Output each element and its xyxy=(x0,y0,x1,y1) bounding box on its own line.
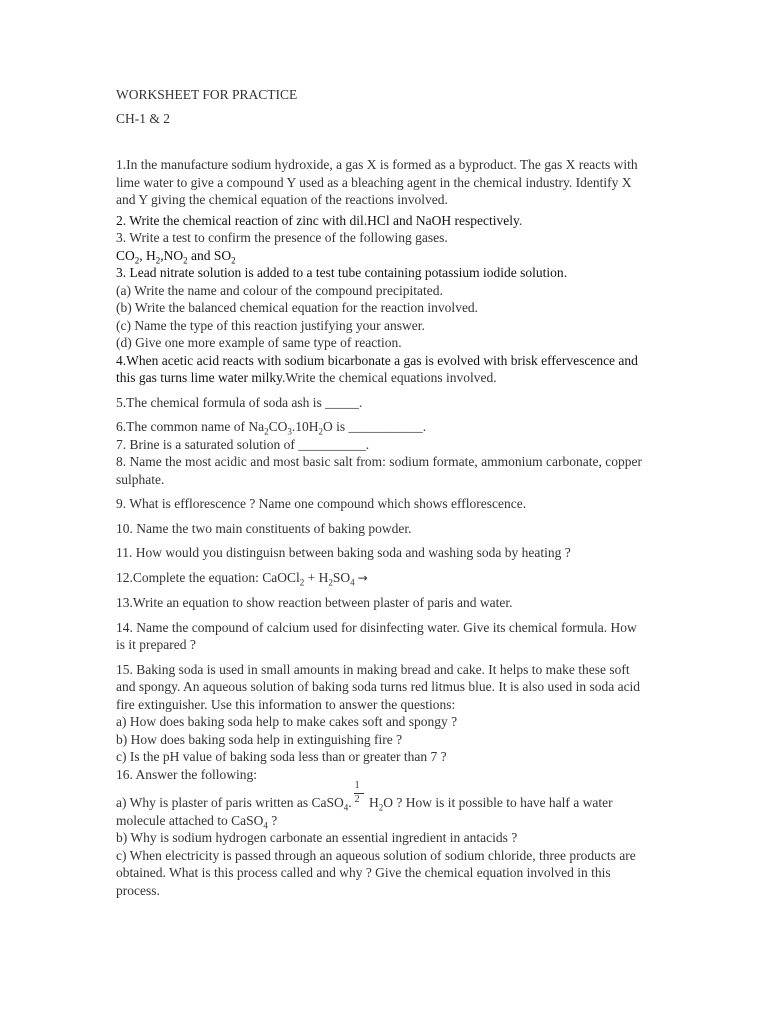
one-half-fraction: $\frac{1}{2}$ xyxy=(354,795,364,809)
worksheet-title: WORKSHEET FOR PRACTICE xyxy=(116,87,298,102)
question-12: 12.Complete the equation: CaOCl$_2$ + $H_2SO_4$ → xyxy=(116,569,368,588)
chapter-label: CH-1 & 2 xyxy=(116,110,170,126)
gas-list: $CO_2$, $H_2,NO_2$ and $SO_2$ xyxy=(116,247,236,266)
question-3-gases: 3. Write a test to confirm the presence of the following gases. xyxy=(116,230,448,245)
question-2-end: . xyxy=(518,212,523,228)
question-15-part-a: a) How does baking soda help to make cakes soft and spongy ? xyxy=(116,714,458,729)
gas-so2: and SO xyxy=(187,247,232,263)
reaction-arrow-icon: → xyxy=(357,570,368,585)
question-14: 14. Name the compound of calcium used for disinfecting water. Give its chemical formula. How is it prepared ? xyxy=(116,619,637,652)
question-15-part-b: b) How does baking soda help in extinguishing fire ? xyxy=(116,731,403,747)
question-16-part-b: b) Why is sodium hydrogen carbonate an essential ingredient in antacids ? xyxy=(116,830,518,845)
question-6: 6.The common name of $Na_2CO_3.10H_2O$ is ___________. xyxy=(116,419,427,437)
question-4-end: .Write the chemical equations involved. xyxy=(281,370,497,385)
question-4 xyxy=(116,352,646,387)
gas-no2: NO xyxy=(163,247,184,263)
question-7: 7. Brine is a saturated solution of __________. xyxy=(116,436,370,452)
question-1: 1.In the manufacture sodium hydroxide, a gas X is formed as a byproduct. The gas X reacts with lime water to give a compound Y used as a bleaching agent in the chemical industry. Identify X and Y giving the chemical equation of the reactions involved. xyxy=(116,157,638,207)
question-10: 10. Name the two main constituents of baking powder. xyxy=(116,520,412,536)
question-5: 5.The chemical formula of soda ash is _____. xyxy=(116,394,363,410)
question-16-part-a: a) Why is plaster of paris written as CaSO$_4$. $\frac{1}{2}$ $H_2O$ ? How is it possible to have half a water molecule attached to CaSO$_4$ ? xyxy=(116,780,613,831)
question-11: 11. How would you distinguisn between baking soda and washing soda by heating ? xyxy=(116,545,571,560)
gas-h2: H xyxy=(146,247,156,263)
gas-co2: CO xyxy=(116,247,135,263)
question-3-part-c: (c) Name the type of this reaction justifying your answer. xyxy=(116,317,425,333)
question-3-lead-text: 3. Lead nitrate solution is added to a test tube containing potassium iodide solution xyxy=(116,265,564,280)
question-16-title: 16. Answer the following: xyxy=(116,766,257,782)
question-3-part-d: (d) Give one more example of same type of reaction. xyxy=(116,335,402,350)
question-3-part-a: (a) Write the name and colour of the compound precipitated. xyxy=(116,282,443,298)
worksheet-page xyxy=(116,86,646,899)
question-15-part-c: c) Is the pH value of baking soda less than or greater than 7 ? xyxy=(116,749,447,764)
question-8: 8. Name the most acidic and most basic salt from: sodium formate, ammonium carbonate, copper sulphate. xyxy=(116,454,642,487)
question-2-text: 2. Write the chemical reaction of zinc with dil.HCl and NaOH respectively xyxy=(116,212,519,228)
question-13: 13.Write an equation to show reaction between plaster of paris and water. xyxy=(116,595,513,610)
question-15: 15. Baking soda is used in small amounts in making bread and cake. It helps to make these soft and spongy. An aqueous solution of baking soda turns red litmus blue. It is also used in soda acid fire extinguisher. Use this information to answer the questions: xyxy=(116,661,641,712)
question-3-part-b: (b) Write the balanced chemical equation for the reaction involved. xyxy=(116,300,479,315)
question-9: 9. What is efflorescence ? Name one compound which shows efflorescence. xyxy=(116,496,527,511)
question-3-lead-nitrate: 3. Lead nitrate solution is added to a test tube containing potassium iodide solution. xyxy=(116,265,568,280)
question-4-text: 4.When acetic acid reacts with sodium bicarbonate a gas is evolved with brisk effervescence and this gas turns lime water milky xyxy=(116,352,638,385)
question-16-part-c: c) When electricity is passed through an aqueous solution of sodium chloride, three products are obtained. What is this process called and why ? Give the chemical equation involved in this process. xyxy=(116,847,636,898)
question-2 xyxy=(116,212,646,230)
